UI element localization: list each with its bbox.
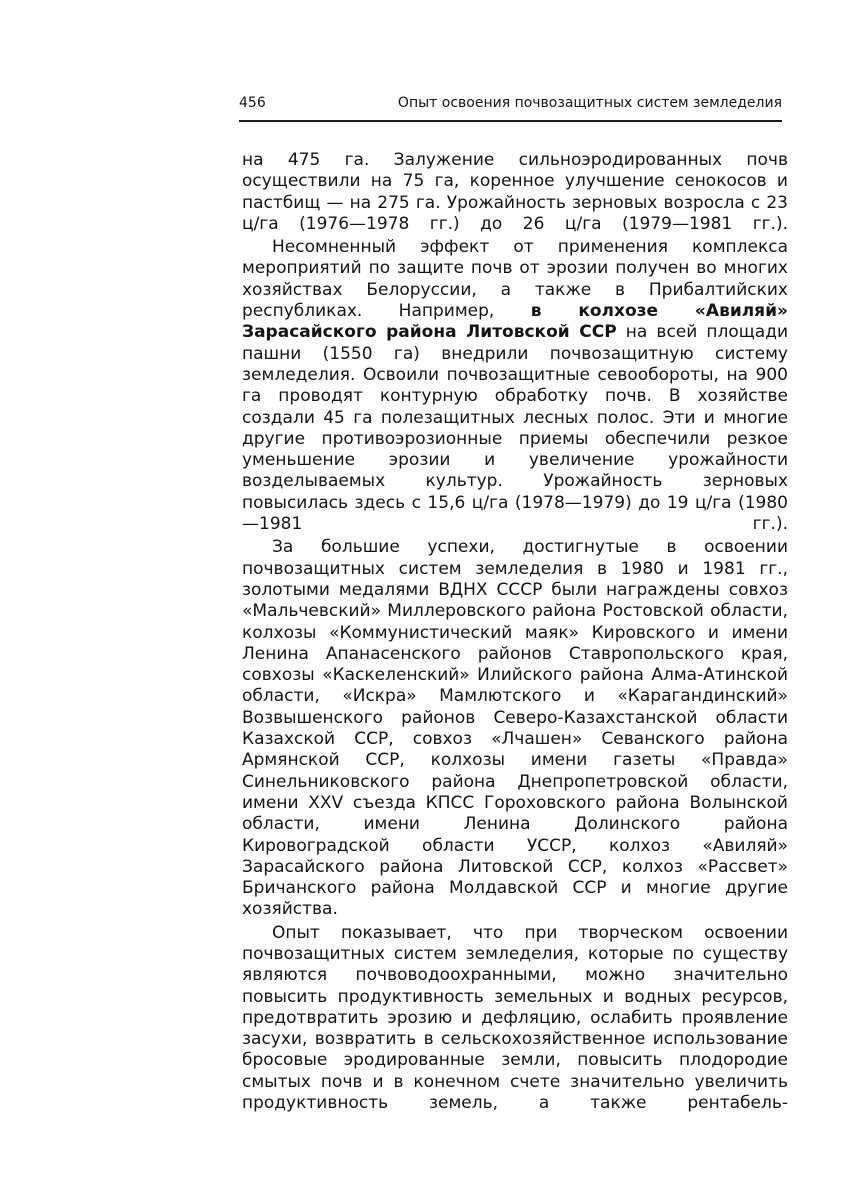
running-title: Опыт освоения почвозащитных систем земледелия xyxy=(397,95,782,111)
paragraph-experience: Опыт показывает, что при творческом освоении почвозащитных систем земледелия, которые по существу являются почвоводоохранными, можно значительно повысить продуктивность земельных и водных ресурсов, предотвратить эрозию и дефляцию, ослабить проявление засухи, возвратить в сельскохозяйственное использование бросовые эродированные земли, повысить плодородие смытых почв и в конечном счете значительно увеличить продуктивность земель, а также рентабель- xyxy=(242,922,788,1114)
paragraph-text-before: Несомненный эффект от применения комплекса мероприятий по защите почв от эрозии получен во многих хозяйствах Белоруссии, а также в Прибалтийских республиках. Например, xyxy=(242,237,788,322)
paragraph-vdnkh-medals: За большие успехи, достигнутые в освоении почвозащитных систем земледелия в 1980 и 1981 гг., золотыми медалями ВДНХ СССР были награждены совхоз «Мальчевский» Миллеровского района Ростовской области, колхозы «Коммунистический маяк» Кировского и имени Ленина Апанасенского районов Ставропольского края, совхозы «Каскеленский» Илийского района Алма-Атинской области, «Искра» Мамлютского и «Карагандинский» Возвышенского районов Северо-Казахстанской области Казахской ССР, совхоз «Лчашен» Севанского района Армянской ССР, колхозы имени газеты «Правда» Синельниковского района Днепропетровской области, имени XXV съезда КПСС Гороховского района Волынской области, имени Ленина Долинского района Кировоградской области УССР, колхоз «Авиляй» Зарасайского района Литовской ССР, колхоз «Рассвет» Бричанского района Молдавской ССР и многие другие хозяйства. xyxy=(242,537,788,920)
header-rule xyxy=(239,120,782,122)
page-number: 456 xyxy=(239,95,266,111)
page-header xyxy=(239,92,782,114)
paragraph-continuation: на 475 га. Залужение сильноэродированных почв осуществили на 75 га, коренное улучшение сенокосов и пастбищ — на 275 га. Урожайность зерновых возросла с 23 ц/га (1976—1978 гг.) до 26 ц/га (1979—1981 гг.). xyxy=(242,150,788,234)
paragraph-avilyai-example xyxy=(242,237,788,535)
paragraph-text-after: на всей площади пашни (1550 га) внедрили почвозащитную систему земледелия. Освоили почвозащитные севообороты, на 900 га проводят контурную обработку почв. В хозяйстве создали 45 га полезащитных лесных полос. Эти и многие другие противоэрозионные приемы обеспечили резкое уменьшение эрозии и увеличение урожайности возделываемых культур. Урожайность зерновых повысилась здесь с 15,6 ц/га (1978—1979) до 19 ц/га (1980—1981 гг.). xyxy=(242,322,789,535)
bold-farm-name: в колхозе «Авиляй» Зарасайского района Литовской ССР xyxy=(242,301,788,343)
body-text xyxy=(242,150,788,1116)
